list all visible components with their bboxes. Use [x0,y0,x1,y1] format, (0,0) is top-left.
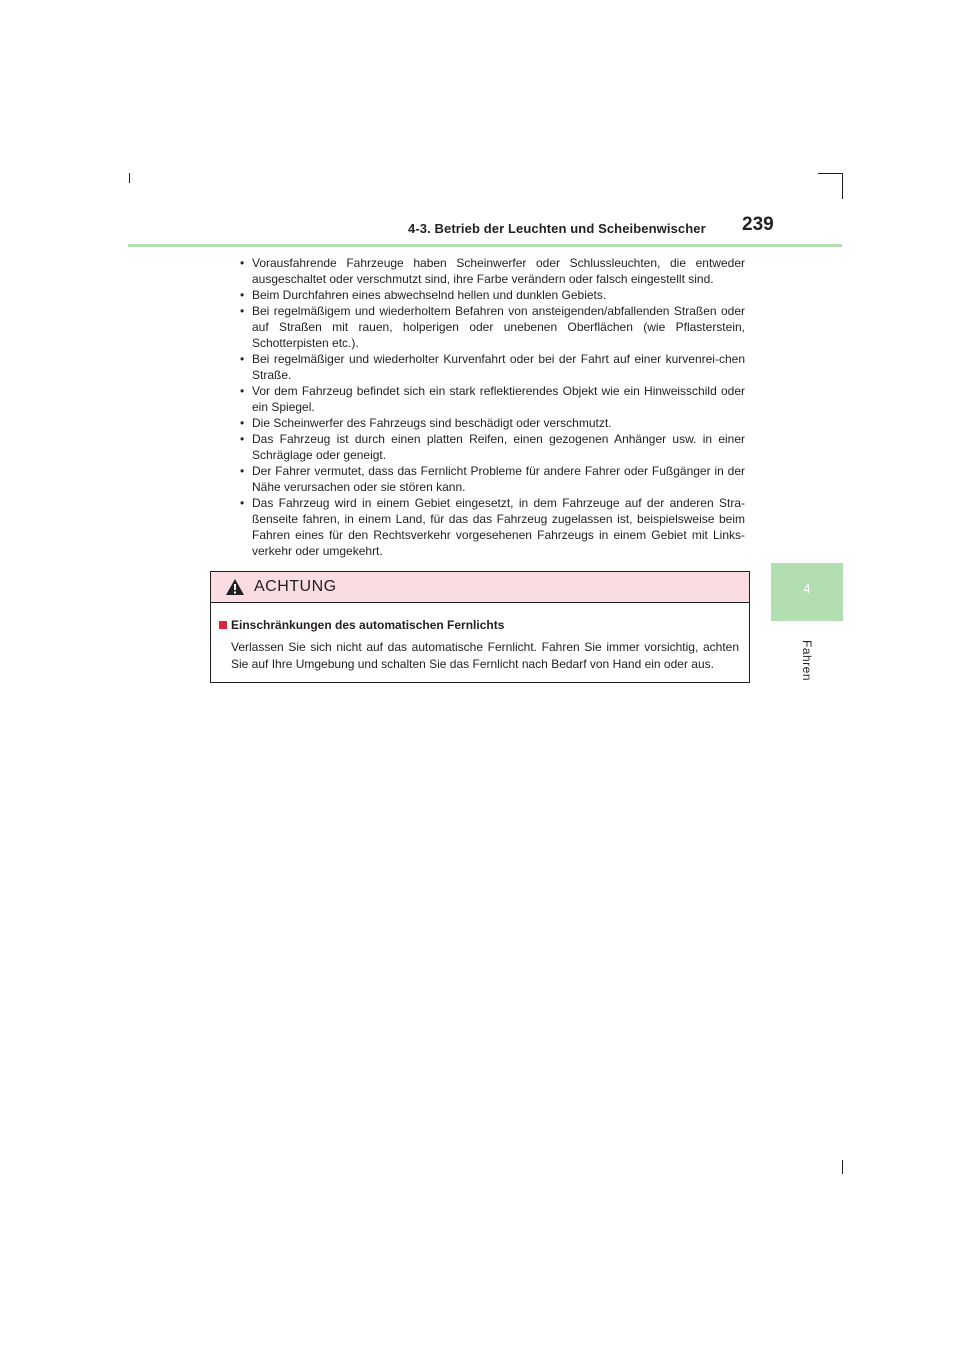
warning-triangle-icon [225,578,245,596]
list-item-text: Vorausfahrende Fahrzeuge haben Scheinwerfer oder Schlussleuchten, die entweder ausgeschaltet oder verschmutzt sind, ihre Farbe verändern oder falsch eingestellt sind. [252,256,745,286]
red-square-icon [219,621,227,629]
list-item [238,415,745,431]
page-number: 239 [742,214,774,235]
warning-text: Verlassen Sie sich nicht auf das automatische Fernlicht. Fahren Sie immer vorsichtig, achten Sie auf Ihre Umgebung und schalten Sie das Fernlicht nach Bedarf von Hand ein oder aus. [231,640,739,671]
bullet-symbol: • [240,256,245,270]
crop-mark [842,1160,843,1174]
warning-header [211,572,749,603]
list-item [238,463,745,495]
crop-mark [818,173,842,174]
bullet-symbol: • [240,464,245,478]
list-item-text: Die Scheinwerfer des Fahrzeugs sind beschädigt oder verschmutzt. [252,416,612,430]
chapter-tab [771,563,843,621]
bullet-symbol: • [240,352,245,366]
list-item-text: Vor dem Fahrzeug befindet sich ein stark reflektierendes Objekt wie ein Hinweisschild oder ein Spiegel. [252,384,745,414]
header-title: 4-3. Betrieb der Leuchten und Scheibenwischer [408,221,706,236]
list-item-text: Bei regelmäßiger und wiederholter Kurvenfahrt oder bei der Fahrt auf einer kurvenrei-chen Straße. [252,352,745,382]
list-item [238,383,745,415]
list-item [238,431,745,463]
list-item [238,303,745,351]
chapter-number: 4 [803,581,811,596]
warning-heading-text: Einschränkungen des automatischen Fernlichts [231,618,505,632]
warning-body [211,603,749,673]
bullet-symbol: • [240,496,245,510]
chapter-label: Fahren [800,640,814,682]
condition-list [238,255,745,559]
header-divider [128,244,842,247]
crop-mark [129,173,130,183]
warning-heading [219,617,739,633]
warning-title: ACHTUNG [254,578,337,595]
list-item [238,255,745,287]
warning-box [210,571,750,683]
list-item-text: Bei regelmäßigem und wiederholtem Befahren von ansteigenden/abfallenden Straßen oder auf Straßen mit rauen, holperigen oder unebenen Oberflächen (wie Pflasterstein, Schotterpisten etc.). [252,304,745,350]
crop-mark [842,173,843,199]
bullet-symbol: • [240,384,245,398]
list-item-text: Das Fahrzeug wird in einem Gebiet eingesetzt, in dem Fahrzeuge auf der anderen Stra-ßenseite fahren, in einem Land, für das das Fahrzeug zugelassen ist, beispielsweise beim Fahren eines für den Rechtsverkehr vorgesehenen Fahrzeugs in einem Gebiet mit Links-verkehr oder umgekehrt. [252,496,745,558]
bullet-symbol: • [240,432,245,446]
list-item [238,495,745,559]
list-item-text: Der Fahrer vermutet, dass das Fernlicht Probleme für andere Fahrer oder Fußgänger in der Nähe verursachen oder sie stören kann. [252,464,745,494]
list-item [238,351,745,383]
bullet-symbol: • [240,288,245,302]
bullet-symbol: • [240,416,245,430]
bullet-symbol: • [240,304,245,318]
list-item [238,287,745,303]
list-item-text: Beim Durchfahren eines abwechselnd hellen und dunklen Gebiets. [252,288,607,302]
list-item-text: Das Fahrzeug ist durch einen platten Reifen, einen gezogenen Anhänger usw. in einer Schräglage oder geneigt. [252,432,745,462]
